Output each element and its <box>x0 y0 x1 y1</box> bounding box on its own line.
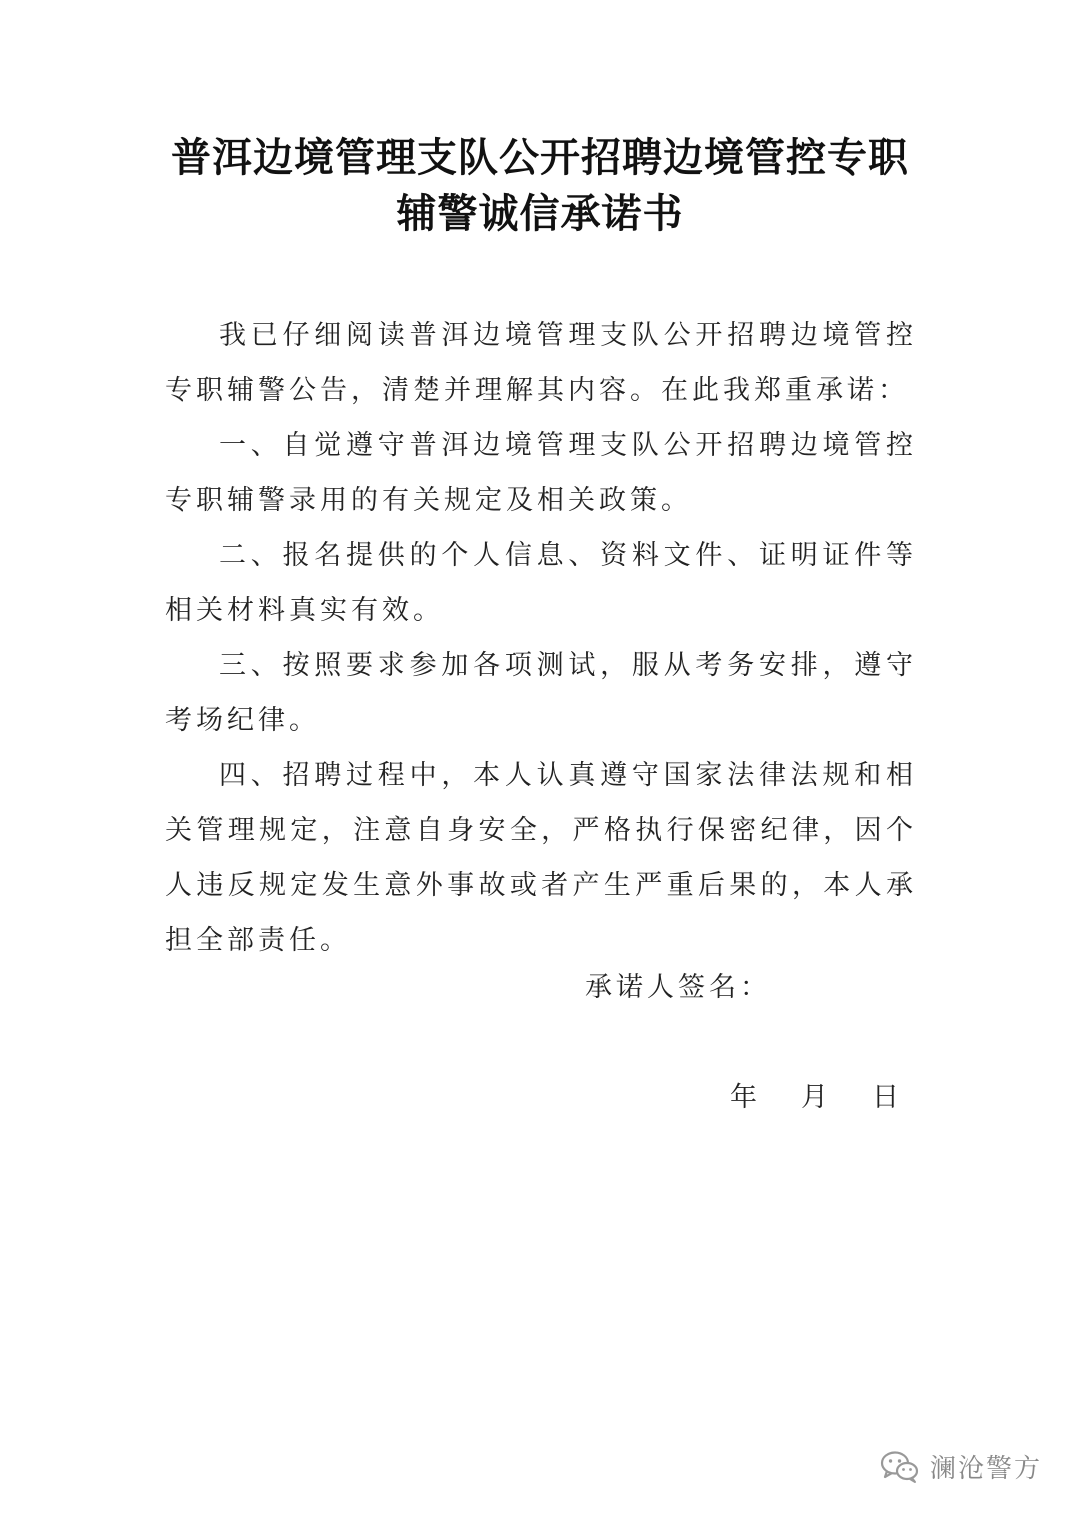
date-year: 年 <box>730 1082 757 1113</box>
watermark <box>880 1448 1042 1485</box>
wechat-icon <box>880 1450 920 1484</box>
watermark-text: 澜沧警方 <box>930 1454 1043 1484</box>
date-line <box>730 1074 899 1122</box>
date-day: 日 <box>872 1082 899 1113</box>
paragraph-pledge-4: 四、招聘过程中，本人认真遵守国家法律法规和相关管理规定，注意自身安全，严格执行保密纪律，因个人违反规定发生意外事故或者产生严重后果的，本人承担全部责任。 <box>165 760 917 956</box>
paragraph-pledge-2: 二、报名提供的个人信息、资料文件、证明证件等相关材料真实有效。 <box>165 540 917 626</box>
paragraph-pledge-3: 三、按照要求参加各项测试，服从考务安排，遵守考场纪律。 <box>165 650 917 736</box>
document-title <box>0 130 1080 242</box>
paragraph-intro: 我已仔细阅读普洱边境管理支队公开招聘边境管控专职辅警公告，清楚并理解其内容。在此我郑重承诺： <box>165 320 917 406</box>
title-line-2: 辅警诚信承诺书 <box>396 191 684 237</box>
paragraph-pledge-1: 一、自觉遵守普洱边境管理支队公开招聘边境管控专职辅警录用的有关规定及相关政策。 <box>165 430 917 516</box>
date-month: 月 <box>801 1082 828 1113</box>
title-line-1: 普洱边境管理支队公开招聘边境管控专职 <box>171 135 909 181</box>
signature-label: 承诺人签名： <box>585 972 771 1003</box>
document-body <box>165 308 917 968</box>
